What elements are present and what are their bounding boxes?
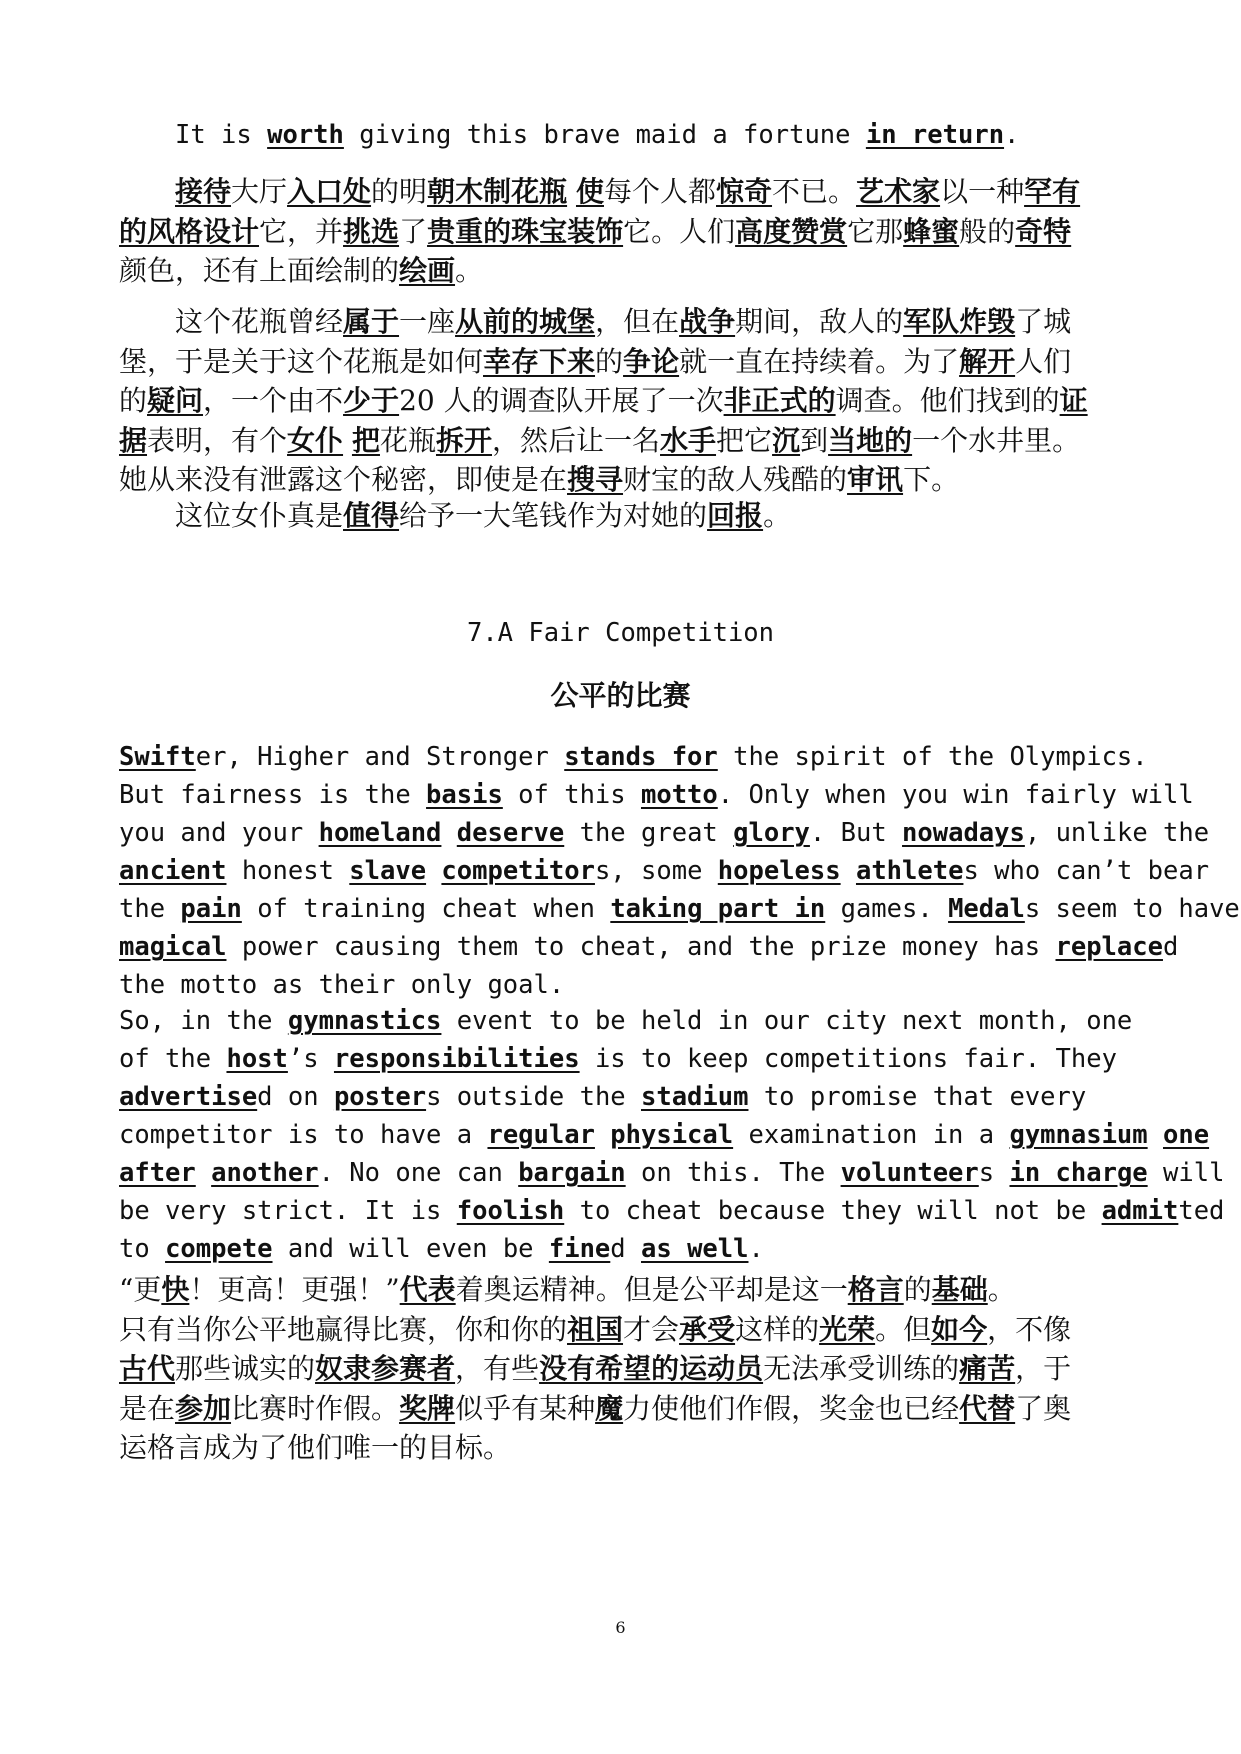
- vocab-term: 承受: [679, 1312, 736, 1346]
- text-run: 运格言成为了他们唯一的目标。: [119, 1431, 512, 1464]
- text-line: [119, 890, 1240, 928]
- text-line: [119, 381, 1129, 421]
- text-line: [119, 852, 1210, 890]
- text-run: But fairness is the: [119, 780, 427, 810]
- vocab-term: 非正式的: [723, 384, 836, 417]
- vocab-term: replace: [1055, 932, 1163, 962]
- vocab-term: 奴隶参赛者: [315, 1352, 456, 1385]
- text-run: ，不像: [987, 1312, 1072, 1346]
- text-run: s seem to have: [1024, 894, 1240, 924]
- vocab-term: 参加: [175, 1391, 232, 1425]
- text-line: [119, 172, 1129, 212]
- text-run: to cheat because they will not be: [564, 1196, 1102, 1226]
- vocab-term: homeland: [318, 818, 442, 848]
- vocab-term: slave: [349, 856, 427, 886]
- vocab-term: competitor: [441, 856, 595, 886]
- text-run: 她从来没有泄露这个秘密，即使是在: [119, 463, 568, 496]
- text-run: 到: [800, 423, 829, 457]
- text-run: 。但: [875, 1312, 932, 1346]
- vocab-term: glory: [733, 818, 810, 848]
- text-line: [119, 1192, 1225, 1230]
- text-line: [119, 966, 1129, 1004]
- vocab-term: one: [1163, 1120, 1210, 1150]
- vocab-term: 接待: [175, 175, 232, 208]
- vocab-term: admit: [1101, 1196, 1179, 1226]
- text-run: 的: [595, 344, 624, 378]
- text-run: [841, 856, 856, 886]
- text-run: . Only when you win fairly will: [717, 780, 1194, 810]
- text-line: [119, 1078, 1129, 1116]
- vocab-term: 使: [575, 175, 604, 208]
- vocab-term: pain: [180, 894, 242, 924]
- vocab-term: regular: [487, 1120, 595, 1150]
- text-run: [567, 175, 576, 208]
- text-run: . But: [809, 818, 903, 848]
- text-run: 是在: [119, 1391, 176, 1425]
- vocab-term: stands for: [564, 742, 718, 772]
- text-run: 花瓶: [379, 423, 436, 457]
- text-line: [119, 421, 1129, 461]
- text-run: 大厅: [231, 175, 288, 208]
- text-run: honest: [226, 856, 350, 886]
- text-line: [119, 814, 1210, 852]
- vocab-term: another: [211, 1158, 319, 1188]
- text-run: s: [978, 1158, 1010, 1188]
- text-run: ted: [1178, 1196, 1225, 1226]
- text-run: event to be held in our city next month, one: [441, 1006, 1133, 1036]
- text-run: 期间，敌人的: [735, 305, 904, 338]
- vocab-term: 绘画: [399, 254, 456, 287]
- text-run: It is: [175, 120, 268, 150]
- vocab-term: gymnasium: [1009, 1120, 1148, 1150]
- vocab-term: 高度赞赏: [735, 214, 848, 248]
- text-run: the motto as their only goal.: [119, 970, 565, 1000]
- section-subtitle: 公平的比赛: [550, 679, 691, 712]
- vocab-term: 蜂蜜: [903, 214, 960, 248]
- vocab-term: 代表: [399, 1273, 456, 1306]
- text-line: [119, 1428, 1129, 1468]
- page-number: 6: [615, 1618, 626, 1637]
- vocab-term: 罕有: [1024, 175, 1081, 208]
- text-run: you and your: [119, 818, 319, 848]
- vocab-term: hopeless: [717, 856, 841, 886]
- vocab-term: 女仆: [287, 423, 344, 457]
- vocab-term: 从前的城堡: [455, 305, 596, 338]
- text-run: ，但在: [595, 305, 680, 338]
- text-run: [441, 818, 456, 848]
- vocab-term: ancient: [119, 856, 227, 886]
- text-run: 每个人都: [604, 175, 717, 208]
- text-run: examination in a: [733, 1120, 1010, 1150]
- text-run: 的: [903, 1273, 932, 1306]
- text-run: 它。人们: [623, 214, 736, 248]
- text-run: 调查。他们找到的: [835, 384, 1060, 417]
- text-run: s who can’t bear: [963, 856, 1210, 886]
- text-run: 财宝的敌人残酷的: [623, 463, 848, 496]
- vocab-term: 的风格设计: [119, 214, 260, 248]
- text-run: 它，并: [259, 214, 344, 248]
- vocab-term: 祖国: [567, 1312, 624, 1346]
- text-line: [119, 460, 1129, 500]
- text-run: 表明，有个: [147, 423, 288, 457]
- text-run: 般的: [959, 214, 1016, 248]
- vocab-term: in return: [865, 120, 1005, 150]
- vocab-term: basis: [426, 780, 503, 810]
- vocab-term: 奇特: [1015, 214, 1072, 248]
- text-line: [119, 1270, 1129, 1310]
- text-run: the spirit of the Olympics.: [717, 742, 1148, 772]
- vocab-term: 战争: [679, 305, 736, 338]
- text-line: [119, 1002, 1133, 1040]
- text-run: 似乎有某种: [455, 1391, 596, 1425]
- vocab-term: stadium: [641, 1082, 749, 1112]
- text-run: 。: [763, 499, 792, 532]
- vocab-term: responsibilities: [333, 1044, 580, 1074]
- vocab-term: foolish: [456, 1196, 565, 1226]
- vocab-term: 拆开: [435, 423, 492, 457]
- vocab-term: 据: [119, 423, 148, 457]
- text-line: [119, 1040, 1129, 1078]
- text-run: ’s: [287, 1044, 334, 1074]
- text-line: [119, 928, 1179, 966]
- text-run: giving this brave maid a fortune: [343, 120, 866, 150]
- text-line: [119, 116, 1129, 154]
- vocab-term: Swift: [119, 742, 196, 772]
- vocab-term: volunteer: [840, 1158, 979, 1188]
- paragraph-intro-english: [119, 116, 1129, 154]
- text-run: games.: [825, 894, 949, 924]
- text-run: of the: [119, 1044, 227, 1074]
- vocab-term: 当地的: [828, 423, 913, 457]
- text-run: [426, 856, 441, 886]
- text-run: on this. The: [625, 1158, 841, 1188]
- text-run: d: [1162, 932, 1179, 962]
- text-run: competitor is to have a: [119, 1120, 488, 1150]
- vocab-term: poster: [333, 1082, 427, 1112]
- text-run: 颜色，还有上面绘制的: [119, 254, 400, 287]
- text-run: s outside the: [426, 1082, 641, 1112]
- text-run: .: [748, 1234, 764, 1264]
- vocab-term: 快: [161, 1273, 190, 1306]
- text-run: the great: [564, 818, 734, 848]
- vocab-term: 沉: [772, 423, 801, 457]
- text-line: [119, 1154, 1225, 1192]
- text-run: to: [119, 1234, 166, 1264]
- vocab-term: 基础: [931, 1273, 988, 1306]
- text-line: [119, 251, 1129, 291]
- text-run: 这个花瓶曾经: [175, 305, 344, 338]
- text-run: [196, 1158, 211, 1188]
- vocab-term: 值得: [343, 499, 400, 532]
- text-run: 给予一大笔钱作为对她的: [399, 499, 708, 532]
- vocab-term: 格言: [847, 1273, 904, 1306]
- text-run: So, in the: [119, 1006, 288, 1036]
- text-run: [595, 1120, 610, 1150]
- text-run: will: [1147, 1158, 1225, 1188]
- section-title: 7.A Fair Competition: [466, 618, 775, 648]
- text-run: 着奥运精神。但是公平却是这一: [455, 1273, 848, 1306]
- text-run: be very strict. It is: [119, 1196, 457, 1226]
- text-run: the: [119, 894, 181, 924]
- text-run: 人们: [1015, 344, 1072, 378]
- text-run: [1148, 1120, 1163, 1150]
- text-run: .: [1004, 120, 1020, 150]
- vocab-term: athlete: [855, 856, 964, 886]
- text-run: 无法承受训练的: [763, 1352, 960, 1385]
- text-run: . No one can: [318, 1158, 519, 1188]
- vocab-term: 水手: [660, 423, 717, 457]
- vocab-term: host: [226, 1044, 288, 1074]
- vocab-term: 入口处: [287, 175, 372, 208]
- vocab-term: 解开: [959, 344, 1016, 378]
- text-run: of training cheat when: [241, 894, 611, 924]
- vocab-term: 痛苦: [959, 1352, 1016, 1385]
- vocab-term: 古代: [119, 1352, 176, 1385]
- text-line: [119, 1310, 1129, 1350]
- vocab-term: taking part in: [610, 894, 826, 924]
- text-line: [119, 496, 1129, 536]
- text-run: 一座: [399, 305, 456, 338]
- vocab-term: 惊奇: [716, 175, 773, 208]
- paragraph-worth-chinese: [119, 496, 1129, 536]
- text-line: [119, 1116, 1210, 1154]
- vocab-term: 搜寻: [567, 463, 624, 496]
- vocab-term: deserve: [456, 818, 565, 848]
- vocab-term: 审讯: [847, 463, 904, 496]
- text-run: 把它: [716, 423, 773, 457]
- vocab-term: physical: [610, 1120, 734, 1150]
- text-run: ，于: [1015, 1352, 1072, 1385]
- text-run: s, some: [594, 856, 718, 886]
- text-run: 力使他们作假，奖金也已经: [623, 1391, 960, 1425]
- vocab-term: 属于: [343, 305, 400, 338]
- text-run: 了城: [1015, 305, 1072, 338]
- paragraph-olympic-english: [119, 738, 1240, 1004]
- text-run: ，一个由不: [203, 384, 344, 417]
- text-line: [119, 1349, 1129, 1389]
- text-run: 只有当你公平地赢得比赛，你和你的: [119, 1312, 568, 1346]
- paragraph-olympic-chinese: [119, 1270, 1129, 1468]
- text-run: 比赛时作假。: [231, 1391, 400, 1425]
- text-run: ，然后让一名: [492, 423, 661, 457]
- vocab-term: 光荣: [819, 1312, 876, 1346]
- text-run: ，有些: [455, 1352, 540, 1385]
- vocab-term: 疑问: [147, 384, 204, 417]
- text-line: [119, 776, 1194, 814]
- vocab-term: 证: [1059, 384, 1088, 417]
- text-run: 它那: [847, 214, 904, 248]
- text-run: 这样的: [735, 1312, 820, 1346]
- text-run: “更: [119, 1273, 162, 1306]
- text-line: [119, 342, 1129, 382]
- text-run: of this: [502, 780, 641, 810]
- vocab-term: after: [119, 1158, 196, 1188]
- text-run: 就一直在持续着。为了: [679, 344, 960, 378]
- text-run: [343, 424, 352, 457]
- text-line: [119, 1389, 1129, 1429]
- vocab-term: 挑选: [343, 214, 400, 248]
- vocab-term: 代替: [959, 1391, 1016, 1425]
- text-run: 那些诚实的: [175, 1352, 316, 1385]
- vocab-term: 把: [351, 423, 380, 457]
- vocab-term: 如今: [931, 1312, 988, 1346]
- vocab-term: 幸存下来: [483, 344, 596, 378]
- text-run: 了奥: [1015, 1391, 1072, 1425]
- text-line: [119, 738, 1148, 776]
- vocab-term: Medal: [948, 894, 1025, 924]
- text-run: 的明: [371, 175, 428, 208]
- text-run: 才会: [623, 1312, 680, 1346]
- paragraph-castle-chinese: [119, 302, 1129, 500]
- vocab-term: 少于: [343, 384, 400, 417]
- vocab-term: 魔: [595, 1391, 624, 1425]
- text-run: 的: [119, 384, 148, 417]
- vocab-term: bargain: [518, 1158, 626, 1188]
- text-run: to promise that every: [748, 1082, 1087, 1112]
- vocab-term: 争论: [623, 344, 680, 378]
- vocab-term: advertise: [119, 1082, 258, 1112]
- text-run: is to keep competitions fair. They: [579, 1044, 1117, 1074]
- text-run: 不已。: [772, 175, 857, 208]
- text-run: 。: [455, 254, 484, 287]
- text-run: er, Higher and Stronger: [195, 742, 565, 772]
- text-run: 下。: [903, 463, 960, 496]
- vocab-term: 奖牌: [399, 1391, 456, 1425]
- text-run: d: [610, 1234, 642, 1264]
- vocab-term: 艺术家: [856, 175, 941, 208]
- vocab-term: as well: [641, 1234, 749, 1264]
- text-run: d on: [257, 1082, 334, 1112]
- vocab-term: 贵重的珠宝装饰: [427, 214, 624, 248]
- text-run: 20 人的调查队开展了一次: [399, 384, 724, 417]
- text-line: [119, 212, 1129, 252]
- vocab-term: worth: [267, 120, 344, 150]
- text-run: and will even be: [272, 1234, 549, 1264]
- vocab-term: 没有希望的运动员: [539, 1352, 764, 1385]
- text-run: ！更高！更强！”: [189, 1273, 400, 1306]
- vocab-term: in charge: [1009, 1158, 1148, 1188]
- text-run: 堡，于是关于这个花瓶是如何: [119, 344, 484, 378]
- text-run: 一个水井里。: [912, 423, 1081, 457]
- paragraph-gymnastics-english: [119, 1002, 1225, 1268]
- text-run: 以一种: [940, 175, 1025, 208]
- vocab-term: gymnastics: [287, 1006, 442, 1036]
- vocab-term: nowadays: [902, 818, 1025, 848]
- vocab-term: 朝木制花瓶: [427, 175, 568, 208]
- text-run: 了: [399, 214, 428, 248]
- vocab-term: compete: [165, 1234, 273, 1264]
- vocab-term: 回报: [707, 499, 764, 532]
- text-run: power causing them to cheat, and the prize money has: [226, 932, 1056, 962]
- vocab-term: 军队炸毁: [903, 305, 1016, 338]
- text-run: , unlike the: [1024, 818, 1210, 848]
- vocab-term: motto: [640, 780, 718, 810]
- vocab-term: magical: [119, 932, 227, 962]
- text-run: 。: [987, 1273, 1016, 1306]
- text-line: [119, 302, 1129, 342]
- vocab-term: fine: [548, 1234, 611, 1264]
- paragraph-vase-chinese: [119, 172, 1129, 291]
- text-line: [119, 1230, 1129, 1268]
- text-run: 这位女仆真是: [175, 499, 344, 532]
